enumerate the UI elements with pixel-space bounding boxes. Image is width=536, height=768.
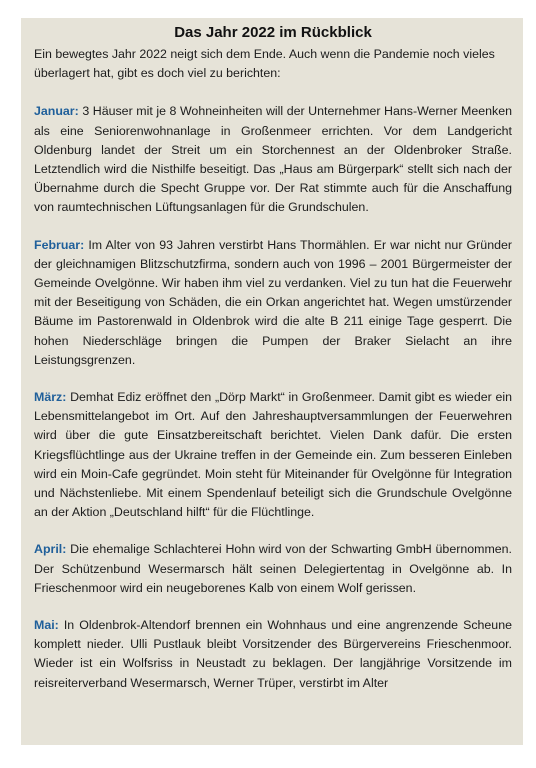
section-april (34, 540, 512, 598)
section-text-januar: 3 Häuser mit je 8 Wohneinheiten will der Unternehmer Hans-Werner Meenken als eine Seniorenwohnanlage in Großenmeer errichten. Vor dem Landgericht Oldenburg landet der Streit um ein Storchennest an der Oldenbroker Straße. Letztendlich wird die Nisthilfe beseitigt. Das „Haus am Bürgerpark“ stellt sich nach der Übernahme durch die Specht Gruppe vor. Der Rat stimmte auch für die Anschaffung von raumtechnischen Lüftungsanlagen für die Grundschulen. (34, 104, 512, 215)
section-februar (34, 236, 512, 370)
month-label-februar: Februar: (34, 237, 85, 252)
section-januar (34, 102, 512, 217)
month-label-mai: Mai: (34, 618, 59, 633)
section-text-mai: In Oldenbrok-Altendorf brennen ein Wohnhaus und eine angrenzende Scheune komplett nieder. Ulli Pustlauk bleibt Vorsitzender des Bürgervereins Frieschenmoor. Wieder ist ein Wolfsriss in Neustadt zu beklagen. Der langjährige Vorsitzende im reisreiterverband Wesermarsch, Werner Trüper, verstirbt im Alter (34, 618, 512, 690)
month-label-maerz: März: (34, 390, 67, 405)
month-label-januar: Januar: (34, 104, 79, 119)
section-text-februar: Im Alter von 93 Jahren verstirbt Hans Thormählen. Er war nicht nur Gründer der gleichnamigen Blitzschutzfirma, sondern auch von 1996 – 2001 Bürgermeister der Gemeinde Ovelgönne. Wir haben ihm viel zu verdanken. Viel zu tun hat die Feuerwehr mit der Beseitigung von Schäden, die ein Orkan angerichtet hat. Wegen umstürzender Bäume im Pastorenwald in Oldenbrok wird die alte B 211 einige Tage gesperrt. Die hohen Niederschläge bringen die Pumpen der Braker Sielacht an ihre Leistungsgrenzen. (34, 237, 512, 367)
month-label-april: April: (34, 542, 67, 557)
section-text-maerz: Demhat Ediz eröffnet den „Dörp Markt“ in Großenmeer. Damit gibt es wieder ein Lebensmittelangebot im Ort. Auf den Jahreshauptversammlungen der Feuerwehren wird über die gute Einsatzbereitschaft berichtet. Vielen Dank dafür. Die ersten Kriegsflüchtlinge aus der Ukraine treffen in der Gemeinde ein. Zum besseren Einleben wird ein Moin-Cafe gegründet. Moin steht für Miteinander für Ovelgönne für Integration und Nächstenliebe. Mit einem Spendenlauf beteiligt sich die Grundschule Ovelgönne an der Aktion „Deutschland hilft“ für die Flüchtlinge. (34, 390, 512, 520)
section-mai (34, 616, 512, 693)
article-title: Das Jahr 2022 im Rückblick (174, 24, 372, 41)
section-text-april: Die ehemalige Schlachterei Hohn wird von der Schwarting GmbH übernommen. Der Schützenbund Wesermarsch hält seinen Delegiertentag in Ovelgönne ab. In Frieschenmoor wird ein neugeborenes Kalb von einem Wolf gerissen. (34, 542, 512, 595)
article-panel (21, 18, 523, 745)
intro-paragraph: Ein bewegtes Jahr 2022 neigt sich dem Ende. Auch wenn die Pandemie noch vieles überlagert hat, gibt es doch viel zu berichten: (34, 47, 495, 81)
section-maerz (34, 388, 512, 522)
